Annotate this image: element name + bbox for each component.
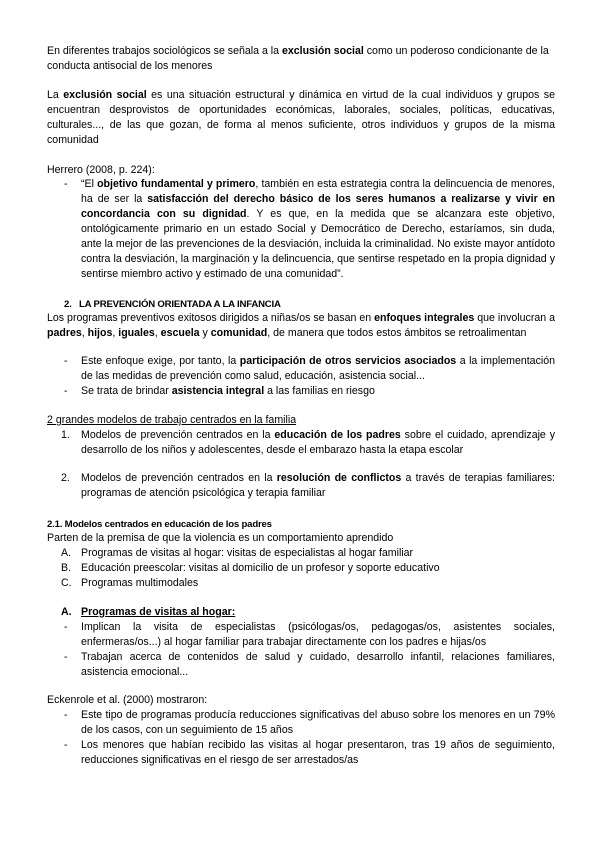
letter-mark: A. (61, 606, 72, 618)
text: “El (81, 178, 98, 190)
home-visits-bullet-list (64, 620, 555, 680)
text: a la implementación de las medidas de prevención como salud, educación, asistencia social... (81, 355, 556, 382)
list-item (57, 605, 555, 620)
list-item (57, 471, 555, 501)
bullet-mark: - (64, 385, 68, 397)
bold-term: hijos (87, 327, 113, 339)
text: Programas multimodales (81, 577, 199, 589)
section-title: LA PREVENCIÓN ORIENTADA A LA INFANCIA (79, 299, 281, 310)
text: Este tipo de programas producía reducciones significativas del abuso sobre los menores en un 79% de los casos, con un seguimiento de 15 años (81, 709, 555, 736)
text: La (47, 89, 64, 101)
text: es una situación estructural y dinámica en virtud de la cual individuos y grupos se encuentran desprovistos de oportunidades económicas, laborales, sociales, políticas, educativas, culturales..., de las que gozan, de forma al menos suficiente, otros individuos y grupos de la misma comunidad (47, 89, 555, 146)
text: En diferentes trabajos sociológicos se señala a la (47, 45, 282, 57)
bold-term: educación de los padres (274, 429, 401, 441)
text: Los menores que habían recibido las visitas al hogar presentaron, tras 19 años de seguimiento, reducciones significativas en el riesgo de ser arrestados/as (81, 739, 555, 766)
section-heading-2-1: 2.1. Modelos centrados en educación de los padres (47, 519, 272, 530)
bold-term: asistencia integral (171, 385, 265, 397)
text: . Y es que, en la medida que se alcanzara este objetivo, ontológicamente primario en un estado Social y Democrático de Derecho, estaríamos, sin duda, ante la mejor de las prevenciones de la desviación, incluida la criminalidad. No existe mayor antídoto contra la desviación, la marginación y la delincuencia, que sentirse respetado en la propia dignidad y sentirse miembro activo y estimado de una comunidad”. (81, 208, 555, 280)
bold-term: exclusión social (63, 89, 147, 101)
bullet-mark: - (64, 739, 68, 751)
text: como un poderoso condicionante de la conducta antisocial de los menores (47, 45, 549, 72)
text: Modelos de prevención centrados en la (81, 472, 277, 484)
models-heading: 2 grandes modelos de trabajo centrados en la familia (47, 414, 297, 426)
number-mark: 2. (61, 472, 70, 484)
bold-term: participación de otros servicios asociados (239, 355, 457, 367)
findings-bullet-list (64, 708, 555, 768)
text: Educación preescolar: visitas al domicilio de un profesor y soporte educativo (81, 562, 440, 574)
paragraph-integral-approach (47, 311, 555, 341)
bullet-mark: - (64, 651, 68, 663)
section-number: 2. (64, 299, 72, 310)
text: Programas de visitas al hogar: visitas de especialistas al hogar familiar (81, 547, 414, 559)
bullet-mark: - (64, 709, 68, 721)
models-list-item-2 (57, 471, 555, 501)
text: , (112, 327, 119, 339)
subsection-title: Programas de visitas al hogar: (81, 606, 236, 618)
number-mark: 1. (61, 429, 70, 441)
bold-term: satisfacción del derecho básico de los seres humanos a realizarse y vivir en concordancia con su dignidad (81, 193, 555, 220)
citation-eckenrole: Eckenrole et al. (2000) mostraron: (47, 694, 208, 706)
text: a través de terapias familiares: programas de atención psicológica y terapia familiar (81, 472, 555, 499)
bullet-mark: - (64, 355, 68, 367)
bold-term: comunidad (210, 327, 268, 339)
list-item (64, 354, 555, 384)
text: , de manera que todos estos ámbitos se retroalimentan (267, 327, 527, 339)
text: , también en esta estrategia contra la delincuencia de menores, ha de ser la (81, 178, 556, 205)
herrero-quote-list (64, 177, 555, 282)
subsection-a-heading (57, 605, 555, 620)
bold-term: escuela (160, 327, 200, 339)
text: , (154, 327, 161, 339)
citation-herrero: Herrero (2008, p. 224): (47, 164, 155, 176)
bold-term: padres (47, 327, 82, 339)
list-item (57, 561, 555, 576)
text: sobre el cuidado, aprendizaje y desarrollo de los niños y adolescentes, desde el embarazo hasta la etapa escolar (81, 429, 555, 456)
bullet-mark: - (64, 178, 68, 190)
bold-term: resolución de conflictos (276, 472, 402, 484)
bold-term: iguales (118, 327, 155, 339)
list-item (57, 428, 555, 458)
text: a las familias en riesgo (264, 385, 375, 397)
letter-mark: A. (61, 547, 72, 559)
list-item (57, 546, 555, 561)
list-item (64, 384, 555, 399)
section-heading-2 (64, 297, 281, 312)
list-item (64, 708, 555, 738)
bold-term: exclusión social (281, 45, 364, 57)
bold-term: objetivo fundamental y primero (97, 178, 256, 190)
letter-mark: C. (61, 577, 72, 589)
text: Este enfoque exige, por tanto, la (81, 355, 240, 367)
list-item (64, 738, 555, 768)
letter-mark: B. (61, 562, 72, 574)
program-types-list (57, 546, 555, 591)
bullet-mark: - (64, 621, 68, 633)
list-item (57, 576, 555, 591)
approach-bullet-list (64, 354, 555, 399)
paragraph-premise: Parten de la premisa de que la violencia es un comportamiento aprendido (47, 532, 394, 544)
text: Se trata de brindar (81, 385, 172, 397)
text: Los programas preventivos exitosos dirigidos a niñas/os se basan en (47, 312, 375, 324)
list-item (64, 177, 555, 282)
models-list-item-1 (57, 428, 555, 458)
paragraph-exclusion-intro (47, 44, 555, 74)
text: y (199, 327, 211, 339)
paragraph-exclusion-definition (47, 88, 555, 148)
text: Implican la visita de especialistas (psicólogas/os, pedagogas/os, asistentes sociales, enfermeras/os...) al hogar familiar para trabajar directamente con los padres e hijas/os (81, 621, 555, 648)
list-item (64, 620, 555, 650)
bold-term: enfoques integrales (374, 312, 475, 324)
text: Trabajan acerca de contenidos de salud y cuidado, desarrollo infantil, relaciones familiares, asistencia emocional... (81, 651, 555, 678)
text: que involucran a (474, 312, 556, 324)
list-item (64, 650, 555, 680)
text: Modelos de prevención centrados en la (81, 429, 275, 441)
text: , (81, 327, 88, 339)
